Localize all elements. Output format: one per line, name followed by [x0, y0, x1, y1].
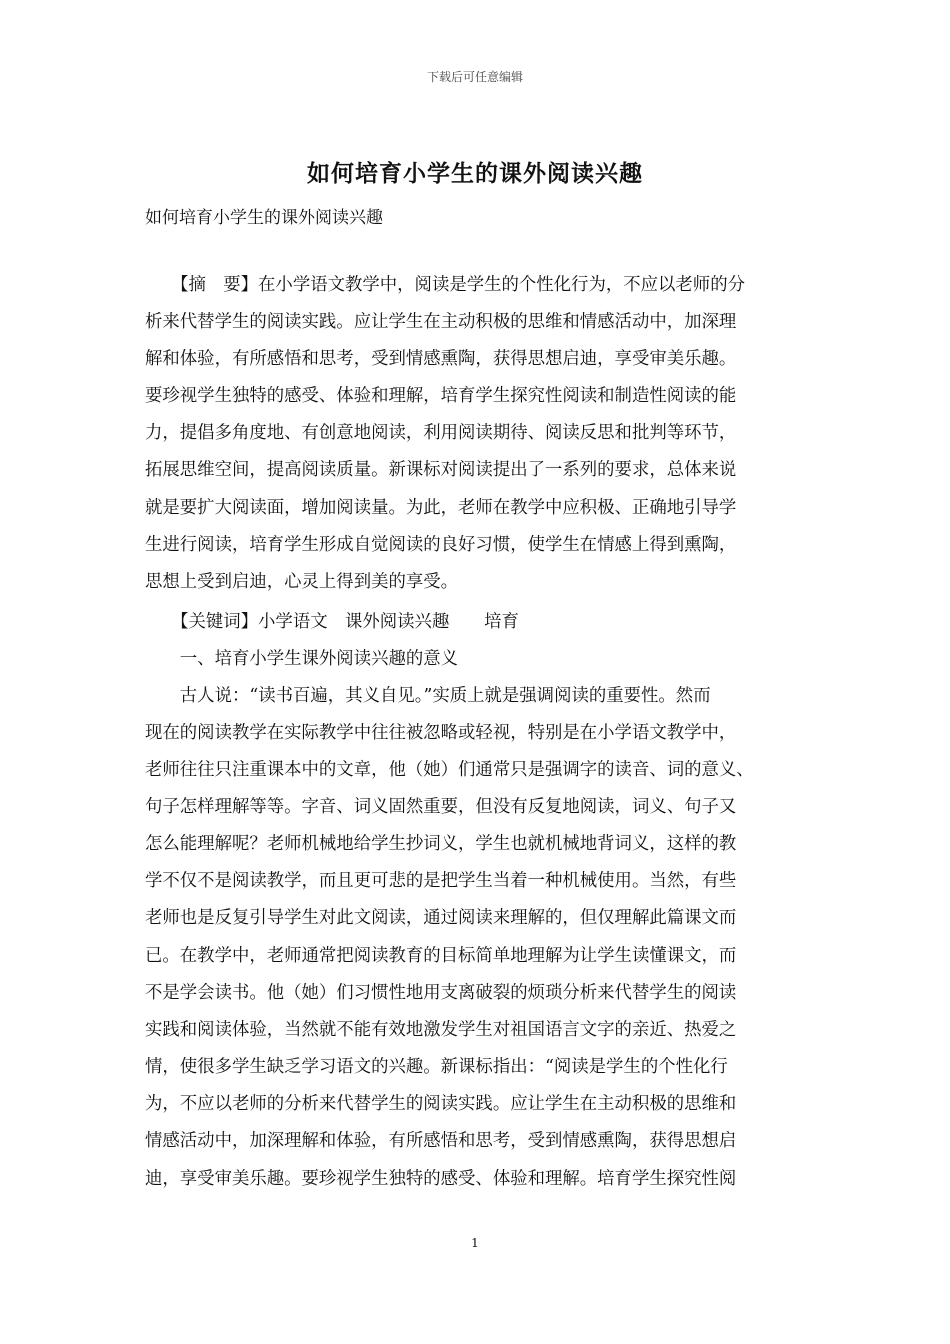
- page-header: 下载后可任意编辑: [426, 70, 523, 84]
- body-line: 迪，享受审美乐趣。要珍视学生独特的感受、体验和理解。培育学生探究性阅: [145, 1169, 737, 1189]
- body-line: 实践和阅读体验，当然就不能有效地激发学生对祖国语言文字的亲近、热爱之: [145, 1020, 737, 1040]
- body-line: 一、培育小学生课外阅读兴趣的意义: [145, 649, 459, 669]
- body-line: 力，提倡多角度地、有创意地阅读，利用阅读期待、阅读反思和批判等环节，: [145, 423, 737, 443]
- body-line: 老师往往只注重课本中的文章，他（她）们通常只是强调字的读音、词的意义、: [145, 760, 754, 780]
- body-line: 古人说：“读书百遍，其义自见。”实质上就是强调阅读的重要性。然而: [145, 686, 711, 706]
- body-line: 拓展思维空间，提高阅读质量。新课标对阅读提出了一系列的要求，总体来说: [145, 460, 737, 480]
- body-line: 【关键词】小学语文 课外阅读兴趣 培育: [145, 612, 519, 632]
- body-line: 情感活动中，加深理解和体验，有所感悟和思考，受到情感熏陶，获得思想启: [145, 1131, 737, 1151]
- body-line: 思想上受到启迪，心灵上得到美的享受。: [145, 572, 459, 592]
- body-line: 学不仅不是阅读教学，而且更可悲的是把学生当着一种机械使用。当然，有些: [145, 871, 737, 891]
- body-line: 老师也是反复引导学生对此文阅读，通过阅读来理解的，但仅理解此篇课文而: [145, 908, 737, 928]
- body-line: 现在的阅读教学在实际教学中往往被忽略或轻视，特别是在小学语文教学中，: [145, 723, 737, 743]
- body-line: 生进行阅读，培育学生形成自觉阅读的良好习惯，使学生在情感上得到熏陶，: [145, 535, 737, 555]
- body-line: 已。在教学中，老师通常把阅读教育的目标简单地理解为让学生读懂课文，而: [145, 946, 737, 966]
- body-line: 【摘 要】在小学语文教学中，阅读是学生的个性化行为，不应以老师的分: [145, 275, 745, 295]
- body-line: 就是要扩大阅读面，增加阅读量。为此，老师在教学中应积极、正确地引导学: [145, 498, 737, 518]
- body-line: 为，不应以老师的分析来代替学生的阅读实践。应让学生在主动积极的思维和: [145, 1094, 737, 1114]
- body-line: 不是学会读书。他（她）们习惯性地用支离破裂的烦琐分析来代替学生的阅读: [145, 983, 737, 1003]
- document-title: 如何培育小学生的课外阅读兴趣: [307, 160, 643, 187]
- document-subtitle: 如何培育小学生的课外阅读兴趣: [145, 208, 383, 228]
- body-line: 句子怎样理解等等。字音、词义固然重要，但没有反复地阅读，词义、句子又: [145, 797, 737, 817]
- body-line: 解和体验，有所感悟和思考，受到情感熏陶，获得思想启迪，享受审美乐趣。: [145, 349, 737, 369]
- body-line: 析来代替学生的阅读实践。应让学生在主动积极的思维和情感活动中，加深理: [145, 312, 737, 332]
- body-line: 要珍视学生独特的感受、体验和理解，培育学生探究性阅读和制造性阅读的能: [145, 386, 737, 406]
- body-line: 情，使很多学生缺乏学习语文的兴趣。新课标指出：“阅读是学生的个性化行: [145, 1057, 728, 1077]
- page-number: 1: [471, 1236, 479, 1250]
- body-line: 怎么能理解呢？老师机械地给学生抄词义，学生也就机械地背词义，这样的教: [145, 834, 737, 854]
